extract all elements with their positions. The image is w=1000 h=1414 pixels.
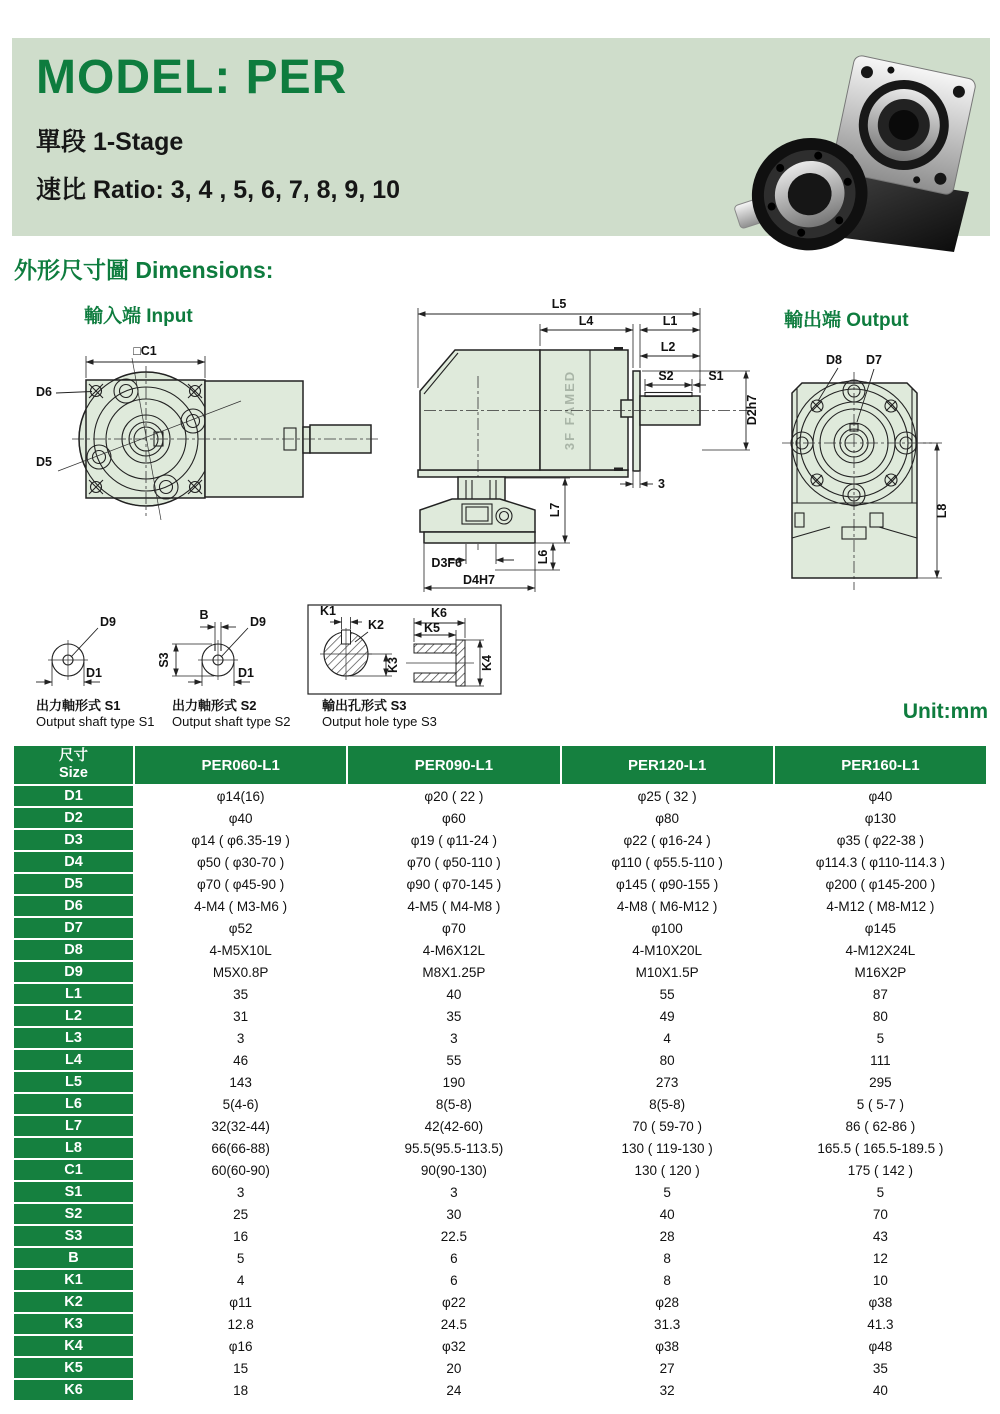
- spec-value-cell: φ14 ( φ6.35-19 ): [135, 830, 346, 850]
- spec-value-cell: 15: [135, 1358, 346, 1378]
- dim-label-d6: D6: [36, 385, 52, 399]
- spec-value-cell: 6: [348, 1248, 559, 1268]
- spec-value-cell: 143: [135, 1072, 346, 1092]
- spec-value-cell: 4-M12 ( M8-M12 ): [775, 896, 986, 916]
- dim-label-d4h7: D4H7: [463, 573, 495, 587]
- table-row-s3: [14, 1226, 986, 1246]
- spec-value-cell: 40: [562, 1204, 773, 1224]
- spec-value-cell: 4: [135, 1270, 346, 1290]
- size-cell: L3: [14, 1028, 133, 1048]
- size-cell: K5: [14, 1358, 133, 1378]
- size-column-header: [14, 746, 133, 784]
- spec-value-cell: φ14(16): [135, 786, 346, 806]
- dimension-spec-table: [12, 744, 988, 1402]
- spec-value-cell: 31.3: [562, 1314, 773, 1334]
- table-row-k1: [14, 1270, 986, 1290]
- spec-value-cell: φ35 ( φ22-38 ): [775, 830, 986, 850]
- size-cell: D5: [14, 874, 133, 894]
- spec-value-cell: 60(60-90): [135, 1160, 346, 1180]
- dim-label-k5: K5: [424, 621, 440, 635]
- spec-value-cell: 10: [775, 1270, 986, 1290]
- spec-value-cell: 40: [348, 984, 559, 1004]
- spec-value-cell: 90(90-130): [348, 1160, 559, 1180]
- spec-value-cell: 190: [348, 1072, 559, 1092]
- spec-value-cell: 4-M10X20L: [562, 940, 773, 960]
- table-row-c1: [14, 1160, 986, 1180]
- caption-zh: 輸出孔形式 S3: [322, 698, 407, 713]
- size-cell: L2: [14, 1006, 133, 1026]
- spec-value-cell: 28: [562, 1226, 773, 1246]
- spec-value-cell: φ38: [562, 1336, 773, 1356]
- spec-value-cell: φ22 ( φ16-24 ): [562, 830, 773, 850]
- caption-shaft-type-s2: [172, 698, 342, 731]
- spec-value-cell: φ16: [135, 1336, 346, 1356]
- dim-label-k1: K1: [320, 604, 336, 618]
- table-row-d7: [14, 918, 986, 938]
- dim-label-l4: L4: [578, 314, 594, 328]
- size-cell: K2: [14, 1292, 133, 1312]
- spec-value-cell: 49: [562, 1006, 773, 1026]
- spec-value-cell: φ145: [775, 918, 986, 938]
- table-row-d4: [14, 852, 986, 872]
- spec-value-cell: 40: [775, 1380, 986, 1400]
- spec-value-cell: 55: [562, 984, 773, 1004]
- dim-label-k6: K6: [431, 606, 447, 620]
- size-cell: C1: [14, 1160, 133, 1180]
- spec-value-cell: 30: [348, 1204, 559, 1224]
- spec-value-cell: φ48: [775, 1336, 986, 1356]
- table-row-d3: [14, 830, 986, 850]
- dim-label-d3f6: D3F6: [431, 556, 462, 570]
- dim-label-s3: S3: [157, 652, 171, 668]
- spec-value-cell: φ60: [348, 808, 559, 828]
- spec-value-cell: 4-M5 ( M4-M8 ): [348, 896, 559, 916]
- spec-value-cell: φ25 ( 32 ): [562, 786, 773, 806]
- spec-value-cell: 8(5-8): [562, 1094, 773, 1114]
- spec-value-cell: 32(32-44): [135, 1116, 346, 1136]
- table-row-l4: [14, 1050, 986, 1070]
- body-watermark: 3F FAMED: [562, 369, 577, 451]
- size-cell: L5: [14, 1072, 133, 1092]
- spec-value-cell: φ200 ( φ145-200 ): [775, 874, 986, 894]
- dim-label-d1: D1: [86, 666, 102, 680]
- output-view-title: 輸出端 Output: [784, 310, 909, 331]
- spec-value-cell: 70 ( 59-70 ): [562, 1116, 773, 1136]
- size-cell: K3: [14, 1314, 133, 1334]
- column-header-per120: PER120-L1: [562, 746, 773, 784]
- size-cell: D2: [14, 808, 133, 828]
- table-row-l6: [14, 1094, 986, 1114]
- size-cell: L8: [14, 1138, 133, 1158]
- size-cell: L4: [14, 1050, 133, 1070]
- spec-value-cell: 165.5 ( 165.5-189.5 ): [775, 1138, 986, 1158]
- dim-label-s1: S1: [708, 369, 724, 383]
- spec-value-cell: 3: [348, 1028, 559, 1048]
- spec-value-cell: φ114.3 ( φ110-114.3 ): [775, 852, 986, 872]
- table-row-l3: [14, 1028, 986, 1048]
- dim-label-l2: L2: [660, 340, 676, 354]
- spec-value-cell: φ90 ( φ70-145 ): [348, 874, 559, 894]
- spec-value-cell: 42(42-60): [348, 1116, 559, 1136]
- shaft-type-s2-drawing: [157, 602, 312, 698]
- size-cell: D6: [14, 896, 133, 916]
- table-row-d5: [14, 874, 986, 894]
- spec-value-cell: 12.8: [135, 1314, 346, 1334]
- spec-value-cell: 5: [775, 1028, 986, 1048]
- table-row-l5: [14, 1072, 986, 1092]
- spec-value-cell: φ40: [135, 808, 346, 828]
- spec-value-cell: 5: [562, 1182, 773, 1202]
- dim-label-l7: L7: [548, 502, 562, 518]
- column-header-per060: PER060-L1: [135, 746, 346, 784]
- spec-value-cell: 295: [775, 1072, 986, 1092]
- size-cell: D8: [14, 940, 133, 960]
- ratio-line: 速比 Ratio: 3, 4 , 5, 6, 7, 8, 9, 10: [36, 176, 401, 204]
- table-row-d6: [14, 896, 986, 916]
- size-cell: K4: [14, 1336, 133, 1356]
- spec-value-cell: 4-M8 ( M6-M12 ): [562, 896, 773, 916]
- stage-line: 單段 1-Stage: [36, 128, 184, 156]
- spec-value-cell: φ80: [562, 808, 773, 828]
- spec-value-cell: 3: [348, 1182, 559, 1202]
- unit-label: Unit:mm: [902, 700, 988, 723]
- spec-value-cell: 35: [135, 984, 346, 1004]
- dim-label-l5: L5: [551, 297, 567, 311]
- dim-label-3: 3: [658, 477, 665, 491]
- dim-label-l1: L1: [662, 314, 678, 328]
- table-row-s1: [14, 1182, 986, 1202]
- spec-value-cell: 80: [775, 1006, 986, 1026]
- spec-value-cell: 8(5-8): [348, 1094, 559, 1114]
- spec-value-cell: 5: [775, 1182, 986, 1202]
- dim-label-k2: K2: [368, 618, 384, 632]
- caption-zh: 出力軸形式 S1: [36, 698, 121, 713]
- output-view-drawing: [770, 298, 995, 600]
- spec-value-cell: 95.5(95.5-113.5): [348, 1138, 559, 1158]
- dim-label-d2h7: D2h7: [745, 394, 759, 426]
- table-row-l7: [14, 1116, 986, 1136]
- dim-label-d5: D5: [36, 455, 52, 469]
- size-cell: K6: [14, 1380, 133, 1400]
- spec-value-cell: 46: [135, 1050, 346, 1070]
- table-row-d1: [14, 786, 986, 806]
- spec-value-cell: 35: [775, 1358, 986, 1378]
- spec-value-cell: φ38: [775, 1292, 986, 1312]
- dim-label-d9: D9: [100, 615, 116, 629]
- product-photo-image: [714, 24, 992, 258]
- spec-value-cell: 8: [562, 1248, 773, 1268]
- caption-en: Output shaft type S2: [172, 714, 291, 730]
- side-view-drawing: [400, 288, 775, 620]
- input-view-title: 輸入端 Input: [84, 306, 193, 327]
- table-row-d2: [14, 808, 986, 828]
- spec-value-cell: 24: [348, 1380, 559, 1400]
- spec-value-cell: M10X1.5P: [562, 962, 773, 982]
- spec-value-cell: φ70 ( φ50-110 ): [348, 852, 559, 872]
- spec-value-cell: 175 ( 142 ): [775, 1160, 986, 1180]
- spec-value-cell: φ50 ( φ30-70 ): [135, 852, 346, 872]
- size-cell: K1: [14, 1270, 133, 1290]
- spec-value-cell: φ11: [135, 1292, 346, 1312]
- size-cell: D4: [14, 852, 133, 872]
- size-cell: S1: [14, 1182, 133, 1202]
- size-cell: D3: [14, 830, 133, 850]
- spec-value-cell: 32: [562, 1380, 773, 1400]
- spec-value-cell: φ100: [562, 918, 773, 938]
- size-cell: D1: [14, 786, 133, 806]
- table-row-k2: [14, 1292, 986, 1312]
- spec-value-cell: 55: [348, 1050, 559, 1070]
- spec-value-cell: φ70 ( φ45-90 ): [135, 874, 346, 894]
- spec-value-cell: 12: [775, 1248, 986, 1268]
- spec-value-cell: φ145 ( φ90-155 ): [562, 874, 773, 894]
- spec-value-cell: 22.5: [348, 1226, 559, 1246]
- spec-value-cell: 80: [562, 1050, 773, 1070]
- spec-value-cell: 27: [562, 1358, 773, 1378]
- dim-label-b: B: [199, 608, 209, 622]
- spec-value-cell: 18: [135, 1380, 346, 1400]
- output-hole-s3-drawing: [306, 602, 506, 698]
- dimensions-heading: 外形尺寸圖 Dimensions:: [14, 257, 274, 283]
- spec-value-cell: 31: [135, 1006, 346, 1026]
- size-header-zh: 尺寸: [59, 748, 88, 765]
- spec-value-cell: φ20 ( 22 ): [348, 786, 559, 806]
- spec-value-cell: 41.3: [775, 1314, 986, 1334]
- spec-value-cell: φ110 ( φ55.5-110 ): [562, 852, 773, 872]
- size-cell: D7: [14, 918, 133, 938]
- spec-value-cell: 87: [775, 984, 986, 1004]
- size-cell: S3: [14, 1226, 133, 1246]
- spec-value-cell: 70: [775, 1204, 986, 1224]
- size-cell: B: [14, 1248, 133, 1268]
- table-header-row: [14, 746, 986, 784]
- size-cell: L7: [14, 1116, 133, 1136]
- spec-value-cell: 66(66-88): [135, 1138, 346, 1158]
- column-header-per090: PER090-L1: [348, 746, 559, 784]
- dim-label-s2: S2: [658, 369, 674, 383]
- spec-value-cell: 4-M6X12L: [348, 940, 559, 960]
- spec-value-cell: 130 ( 119-130 ): [562, 1138, 773, 1158]
- spec-value-cell: 86 ( 62-86 ): [775, 1116, 986, 1136]
- spec-value-cell: 111: [775, 1050, 986, 1070]
- size-cell: L1: [14, 984, 133, 1004]
- spec-value-cell: 3: [135, 1182, 346, 1202]
- spec-value-cell: 3: [135, 1028, 346, 1048]
- table-row-d8: [14, 940, 986, 960]
- spec-value-cell: φ70: [348, 918, 559, 938]
- shaft-type-s1-drawing: [26, 602, 166, 698]
- spec-value-cell: 16: [135, 1226, 346, 1246]
- spec-value-cell: M8X1.25P: [348, 962, 559, 982]
- size-cell: L6: [14, 1094, 133, 1114]
- table-row-k3: [14, 1314, 986, 1334]
- caption-hole-type-s3: [322, 698, 492, 731]
- spec-value-cell: 35: [348, 1006, 559, 1026]
- dim-label-d1: D1: [238, 666, 254, 680]
- column-header-per160: PER160-L1: [775, 746, 986, 784]
- size-cell: S2: [14, 1204, 133, 1224]
- spec-value-cell: M16X2P: [775, 962, 986, 982]
- spec-value-cell: φ40: [775, 786, 986, 806]
- table-row-d9: [14, 962, 986, 982]
- table-row-s2: [14, 1204, 986, 1224]
- spec-value-cell: 4-M5X10L: [135, 940, 346, 960]
- spec-value-cell: 4: [562, 1028, 773, 1048]
- caption-en: Output shaft type S1: [36, 714, 155, 730]
- spec-value-cell: 8: [562, 1270, 773, 1290]
- spec-value-cell: 273: [562, 1072, 773, 1092]
- spec-value-cell: 5 ( 5-7 ): [775, 1094, 986, 1114]
- table-row-l2: [14, 1006, 986, 1026]
- spec-value-cell: φ32: [348, 1336, 559, 1356]
- table-row-b: [14, 1248, 986, 1268]
- dim-label-l8: L8: [935, 503, 949, 519]
- table-row-k6: [14, 1380, 986, 1400]
- size-cell: D9: [14, 962, 133, 982]
- caption-zh: 出力軸形式 S2: [172, 698, 257, 713]
- spec-value-cell: M5X0.8P: [135, 962, 346, 982]
- spec-value-cell: 43: [775, 1226, 986, 1246]
- dim-label-d9: D9: [250, 615, 266, 629]
- dim-label-d8: D8: [826, 353, 842, 367]
- table-row-k5: [14, 1358, 986, 1378]
- caption-en: Output hole type S3: [322, 714, 437, 730]
- size-header-en: Size: [58, 765, 88, 781]
- model-title: MODEL: PER: [36, 51, 348, 104]
- spec-value-cell: 25: [135, 1204, 346, 1224]
- dim-label-c1: □C1: [133, 344, 157, 358]
- spec-value-cell: 5: [135, 1248, 346, 1268]
- table-row-l8: [14, 1138, 986, 1158]
- spec-value-cell: 24.5: [348, 1314, 559, 1334]
- spec-value-cell: 6: [348, 1270, 559, 1290]
- input-view-drawing: [28, 300, 408, 598]
- dim-label-l6: L6: [536, 549, 550, 565]
- dim-label-k3: K3: [386, 657, 400, 673]
- spec-value-cell: 20: [348, 1358, 559, 1378]
- spec-value-cell: 4-M4 ( M3-M6 ): [135, 896, 346, 916]
- table-row-l1: [14, 984, 986, 1004]
- spec-value-cell: φ22: [348, 1292, 559, 1312]
- spec-value-cell: 5(4-6): [135, 1094, 346, 1114]
- spec-value-cell: φ130: [775, 808, 986, 828]
- dim-label-k4: K4: [480, 655, 494, 671]
- spec-value-cell: φ28: [562, 1292, 773, 1312]
- spec-value-cell: φ19 ( φ11-24 ): [348, 830, 559, 850]
- dim-label-d7: D7: [866, 353, 882, 367]
- spec-value-cell: φ52: [135, 918, 346, 938]
- table-row-k4: [14, 1336, 986, 1356]
- spec-value-cell: 130 ( 120 ): [562, 1160, 773, 1180]
- spec-value-cell: 4-M12X24L: [775, 940, 986, 960]
